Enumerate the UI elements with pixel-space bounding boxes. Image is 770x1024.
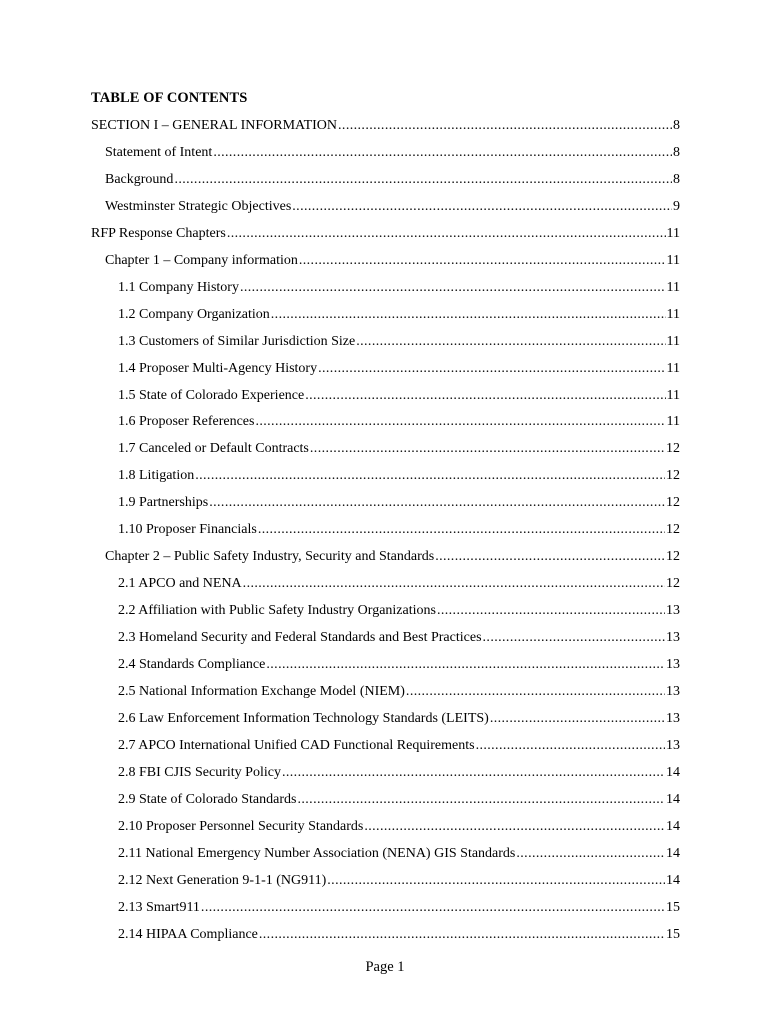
toc-entry-label: RFP Response Chapters (91, 225, 226, 241)
dot-leader (227, 224, 666, 244)
toc-entry-label: 2.1 APCO and NENA (118, 576, 242, 592)
toc-entry[interactable] (105, 547, 680, 567)
toc-entry-page-number: 11 (666, 414, 680, 430)
toc-entry[interactable] (118, 278, 680, 298)
dot-leader (483, 628, 665, 648)
toc-entry-label: 1.6 Proposer References (118, 414, 255, 430)
toc-entry-label: Chapter 1 – Company information (105, 252, 298, 268)
toc-entry-label: SECTION I – GENERAL INFORMATION (91, 118, 338, 133)
dot-leader (240, 278, 666, 298)
dot-leader (297, 790, 665, 810)
dot-leader (174, 170, 672, 190)
toc-entry[interactable] (91, 224, 680, 244)
toc-entry-label: 2.9 State of Colorado Standards (118, 791, 297, 807)
toc-entry-page-number: 13 (666, 630, 680, 646)
dot-leader (255, 412, 665, 432)
toc-entry[interactable] (118, 520, 680, 540)
toc-entry-page-number: 11 (666, 252, 680, 268)
toc-entry-page-number: 13 (666, 710, 680, 726)
toc-entry-page-number: 13 (666, 603, 680, 619)
toc-entry-page-number: 15 (666, 899, 680, 915)
toc-entry[interactable] (118, 682, 680, 702)
toc-entry[interactable] (118, 736, 680, 756)
dot-leader (195, 466, 665, 486)
toc-entry-page-number: 14 (666, 845, 680, 861)
dot-leader (490, 709, 665, 729)
toc-entry-page-number: 12 (666, 495, 680, 511)
toc-entry-label: 2.13 Smart911 (118, 899, 200, 915)
page-footer: Page 1 (365, 959, 405, 975)
toc-entry-page-number: 15 (666, 926, 680, 942)
toc-entry-label: 1.7 Canceled or Default Contracts (118, 441, 309, 457)
toc-entry[interactable] (118, 386, 680, 406)
toc-entry-page-number: 12 (666, 441, 680, 457)
dot-leader (209, 493, 665, 513)
toc-entry-label: Statement of Intent (105, 144, 213, 160)
toc-entry-label: 2.3 Homeland Security and Federal Standards and Best Practices (118, 630, 482, 646)
toc-entry-label: 2.7 APCO International Unified CAD Functional Requirements (118, 737, 475, 753)
toc-entry-page-number: 12 (666, 522, 680, 538)
toc-entry-label: 2.4 Standards Compliance (118, 657, 266, 672)
toc-entry-label: 2.6 Law Enforcement Information Technology Standards (LEITS) (118, 710, 489, 726)
toc-entry[interactable] (105, 251, 680, 271)
toc-entry-label: 1.3 Customers of Similar Jurisdiction Size (118, 333, 356, 349)
toc-entry[interactable] (105, 143, 680, 163)
toc-entry-page-number: 13 (666, 737, 680, 753)
dot-leader (305, 386, 665, 406)
dot-leader (437, 601, 665, 621)
dot-leader (356, 332, 665, 352)
toc-entry-label: Chapter 2 – Public Safety Industry, Security and Standards (105, 549, 435, 565)
dot-leader (282, 763, 665, 783)
toc-entry-page-number: 12 (666, 468, 680, 484)
toc-entry-page-number: 11 (666, 360, 680, 376)
dot-leader (318, 359, 665, 379)
dot-leader (201, 898, 665, 918)
dot-leader (476, 736, 665, 756)
toc-entry-label: 2.10 Proposer Personnel Security Standards (118, 818, 364, 834)
toc-entry[interactable] (118, 412, 680, 432)
toc-entry-page-number: 12 (666, 549, 680, 565)
toc-entry-label: 2.2 Affiliation with Public Safety Industry Organizations (118, 603, 436, 619)
dot-leader (213, 143, 672, 163)
toc-entry-label: 2.12 Next Generation 9-1-1 (NG911) (118, 872, 327, 888)
toc-entry[interactable] (105, 170, 680, 190)
toc-entry-page-number: 11 (666, 333, 680, 349)
toc-title: TABLE OF CONTENTS (91, 90, 248, 106)
toc-entry-page-number: 11 (666, 387, 680, 403)
toc-entry-page-number: 8 (673, 144, 680, 160)
dot-leader (310, 439, 665, 459)
dot-leader (271, 305, 666, 325)
toc-entry-label: Background (105, 171, 174, 187)
toc-entry-label: 1.10 Proposer Financials (118, 522, 257, 538)
dot-leader (435, 547, 665, 567)
toc-entry[interactable] (118, 763, 680, 783)
dot-leader (364, 817, 665, 837)
dot-leader (327, 871, 665, 891)
toc-entry[interactable] (118, 359, 680, 379)
toc-entry-label: 1.8 Litigation (118, 468, 195, 484)
toc-entry-label: 2.14 HIPAA Compliance (118, 926, 258, 942)
dot-leader (292, 197, 672, 217)
toc-entry[interactable] (118, 574, 680, 594)
toc-entry[interactable] (118, 655, 680, 675)
toc-entry-page-number: 14 (666, 818, 680, 834)
dot-leader (259, 925, 665, 945)
toc-entry[interactable] (118, 439, 680, 459)
toc-entry-page-number: 11 (666, 306, 680, 322)
dot-leader (516, 844, 665, 864)
dot-leader (258, 520, 665, 540)
dot-leader (266, 655, 665, 675)
toc-entry-label: 2.8 FBI CJIS Security Policy (118, 764, 281, 780)
toc-entry-page-number: 8 (673, 118, 680, 133)
toc-entry[interactable] (118, 493, 680, 513)
toc-entry-page-number: 14 (666, 764, 680, 780)
toc-entry-label: 1.9 Partnerships (118, 495, 209, 511)
toc-entry-label: 1.1 Company History (118, 279, 239, 295)
toc-entry[interactable] (118, 925, 680, 945)
toc-entry[interactable] (118, 709, 680, 729)
toc-entry[interactable] (118, 871, 680, 891)
toc-entry-label: Westminster Strategic Objectives (105, 198, 292, 214)
dot-leader (299, 251, 666, 271)
toc-entry[interactable] (118, 601, 680, 621)
toc-entry-label: 1.2 Company Organization (118, 306, 270, 322)
toc-entry-page-number: 9 (673, 198, 680, 214)
dot-leader (243, 574, 665, 594)
toc-entry-page-number: 11 (666, 225, 680, 241)
toc-entry-page-number: 8 (673, 171, 680, 187)
dot-leader (338, 116, 672, 136)
toc-entry[interactable] (118, 790, 680, 810)
toc-entry-label: 1.5 State of Colorado Experience (118, 387, 305, 403)
toc-entry-label: 2.5 National Information Exchange Model (NIEM) (118, 683, 405, 699)
toc-entry-page-number: 12 (666, 576, 680, 592)
toc-entry[interactable] (118, 305, 680, 325)
dot-leader (406, 682, 665, 702)
toc-entry-page-number: 14 (666, 872, 680, 888)
toc-entry[interactable] (118, 817, 680, 837)
toc-entry[interactable] (118, 844, 680, 864)
toc-entry[interactable] (118, 898, 680, 918)
toc-entry-page-number: 14 (666, 791, 680, 807)
toc-entry-page-number: 13 (666, 657, 680, 672)
toc-entry[interactable] (118, 332, 680, 352)
toc-entry-page-number: 11 (666, 279, 680, 295)
toc-entry[interactable] (118, 466, 680, 486)
toc-entry-label: 1.4 Proposer Multi-Agency History (118, 360, 318, 376)
toc-entry-page-number: 13 (666, 683, 680, 699)
toc-entry[interactable] (105, 197, 680, 217)
toc-entry[interactable] (91, 116, 680, 136)
toc-entry[interactable] (118, 628, 680, 648)
toc-entry-label: 2.11 National Emergency Number Association (NENA) GIS Standards (118, 845, 516, 861)
